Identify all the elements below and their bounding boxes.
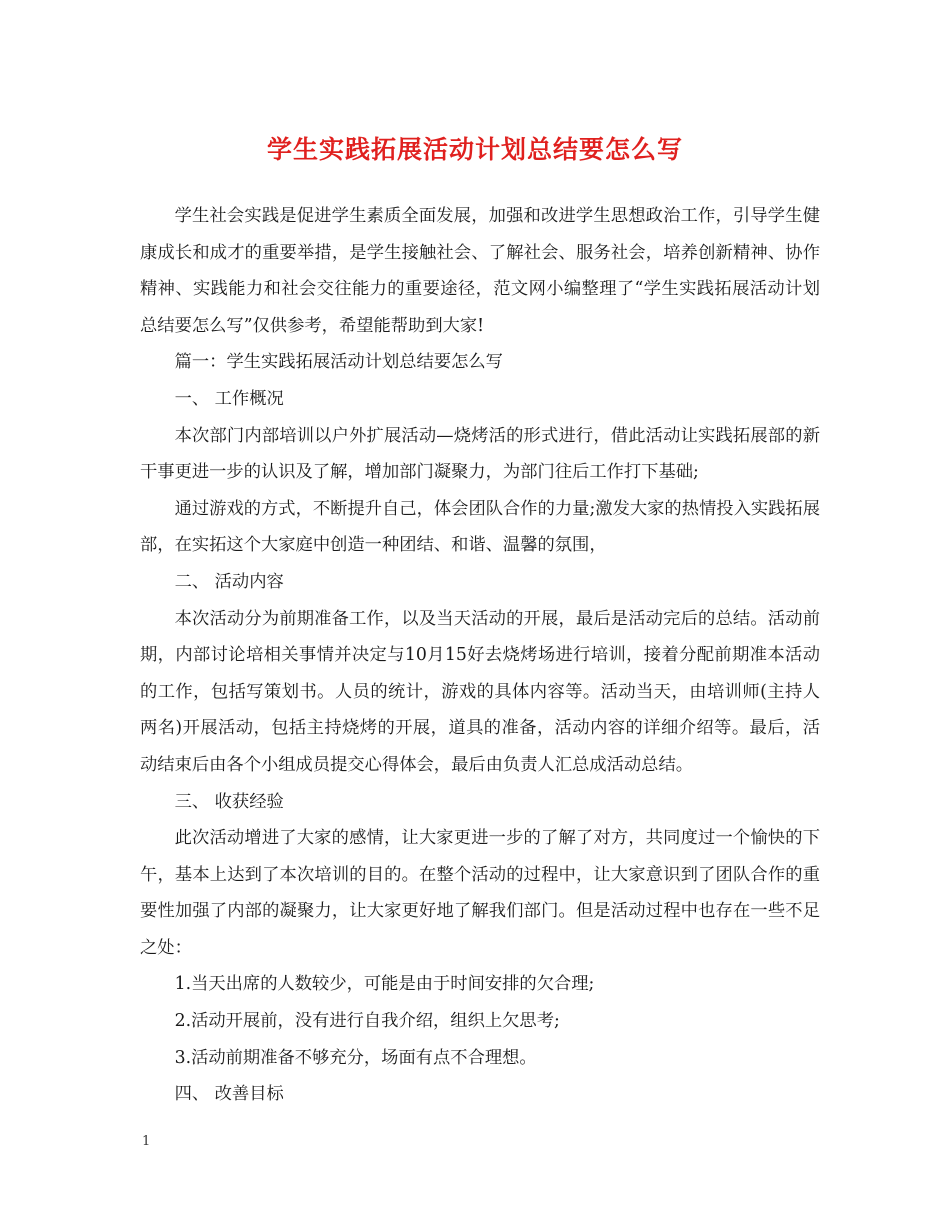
list-item: 3.活动前期准备不够充分，场面有点不合理想。 xyxy=(174,1047,537,1068)
list-item: 1.当天出席的人数较少，可能是由于时间安排的欠合理; xyxy=(174,974,595,995)
document-body xyxy=(140,198,820,1113)
section-heading-content: 二、 活动内容 xyxy=(174,571,284,592)
page-title: 学生实践拓展活动计划总结要怎么写 xyxy=(266,135,683,164)
intro-paragraph: 学生社会实践是促进学生素质全面发展，加强和改进学生思想政治工作，引导学生健康成长和成才的重要举措，是学生接触社会、了解社会、服务社会，培养创新精神、协作精神、实践能力和社会交往能力的重要途径，范文网小编整理了“学生实践拓展活动计划总结要怎么写”仅供参考，希望能帮助到大家! xyxy=(140,206,820,336)
body-paragraph: 本次部门内部培训以户外扩展活动—烧烤活的形式进行，借此活动让实践拓展部的新干事更进一步的认识及了解，增加部门凝聚力，为部门往后工作打下基础; xyxy=(140,425,820,483)
list-item: 2.活动开展前，没有进行自我介绍，组织上欠思考; xyxy=(174,1011,560,1032)
body-paragraph: 本次活动分为前期准备工作，以及当天活动的开展，最后是活动完后的总结。活动前期，内部讨论培相关事情并决定与10月15好去烧烤场进行培训，接着分配前期准本活动的工作，包括写策划书。人员的统计，游戏的具体内容等。活动当天，由培训师(主持人两名)开展活动，包括主持烧烤的开展，道具的准备，活动内容的详细介绍等。最后，活动结束后由各个小组成员提交心得体会，最后由负责人汇总成活动总结。 xyxy=(140,608,820,775)
body-paragraph: 通过游戏的方式，不断提升自己，体会团队合作的力量;激发大家的热情投入实践拓展部，在实拓这个大家庭中创造一种团结、和谐、温馨的氛围， xyxy=(140,498,820,556)
section-heading-overview: 一、 工作概况 xyxy=(174,388,284,409)
body-paragraph: 此次活动增进了大家的感情，让大家更进一步的了解了对方，共同度过一个愉快的下午，基本上达到了本次培训的目的。在整个活动的过程中，让大家意识到了团队合作的重要性加强了内部的凝聚力，让大家更好地了解我们部门。但是活动过程中也存在一些不足之处： xyxy=(140,828,820,958)
page-number: 1 xyxy=(142,1134,151,1149)
section-heading-goals: 四、 改善目标 xyxy=(174,1084,284,1105)
chapter-heading: 篇一：学生实践拓展活动计划总结要怎么写 xyxy=(174,352,503,373)
section-heading-experience: 三、 收获经验 xyxy=(174,791,284,812)
